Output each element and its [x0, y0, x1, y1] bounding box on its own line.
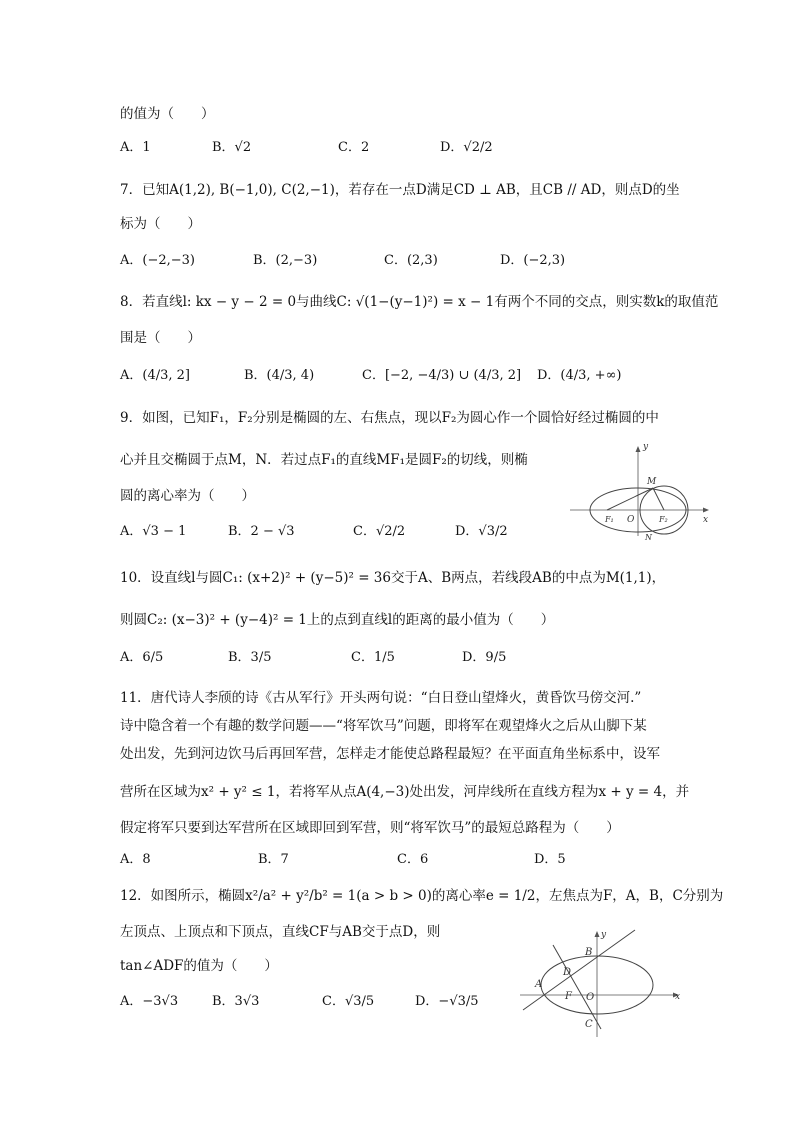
q11-line-5: 假定将军只要到达军营所在区域即回到军营，则“将军饮马”的最短总路程为（ ） — [120, 820, 620, 836]
q12-option-a: A．−3√3 — [120, 994, 179, 1009]
q10-option-d: D．9/5 — [462, 650, 507, 665]
q11-line-2: 诗中隐含着一个有趣的数学问题——“将军饮马”问题，即将军在观望烽火之后从山脚下某 — [120, 718, 647, 734]
q12-label-y: y — [601, 930, 607, 940]
q9-label-o: O — [627, 515, 635, 525]
q6-option-d: D．√2/2 — [440, 140, 493, 155]
q7-option-c: C．(2,3) — [384, 253, 438, 268]
q8-option-a: A．(4/3, 2] — [120, 368, 190, 383]
q12-line-2: 左顶点、上顶点和下顶点，直线CF与AB交于点D，则 — [120, 924, 441, 940]
q9-y-arrow — [636, 446, 641, 452]
q11-line-1: 11．唐代诗人李颀的诗《古从军行》开头两句说：“白日登山望烽火，黄昏饮马傍交河.” — [120, 690, 642, 706]
q9-label-n: N — [645, 533, 652, 540]
q9-label-f1: F₁ — [605, 515, 614, 524]
q12-label-o: O — [586, 992, 595, 1003]
q12-label-x: x — [675, 992, 681, 1002]
q9-ellipse-figure — [565, 440, 715, 540]
q6-option-b: B．√2 — [212, 140, 252, 155]
q12-label-d: D — [563, 967, 572, 978]
q8-line-2: 围是（ ） — [120, 330, 201, 346]
q10-option-a: A．6/5 — [120, 650, 164, 665]
q12-ellipse-figure — [515, 925, 685, 1040]
q9-label-y: y — [643, 442, 649, 452]
q11-line-3: 处出发，先到河边饮马后再回军营，怎样走才能使总路程最短？在平面直角坐标系中，设军 — [120, 746, 660, 762]
q8-option-b: B．(4/3, 4) — [244, 368, 315, 383]
q11-option-a: A．8 — [120, 852, 151, 867]
q10-line-1: 10．设直线l与圆C₁: (x+2)² + (y−5)² = 36交于A、B两点，若线段AB的中点为M(1,1)， — [120, 570, 666, 586]
q10-option-b: B．3/5 — [228, 650, 272, 665]
q9-label-x: x — [703, 515, 709, 525]
q7-line-1: 7．已知A(1,2), B(−1,0), C(2,−1)，若存在一点D满足CD ⊥ AB，且CB // AD，则点D的坐 — [120, 182, 680, 198]
q6-option-c: C．2 — [338, 140, 370, 155]
q12-line-ab — [523, 930, 635, 1010]
q9-option-a: A．√3 − 1 — [120, 524, 187, 539]
q9-option-c: C．√2/2 — [353, 524, 406, 539]
q12-label-f: F — [565, 991, 572, 1002]
q11-option-b: B．7 — [258, 852, 289, 867]
q7-option-d: D．(−2,3) — [500, 253, 566, 268]
q12-label-c: C — [585, 1019, 593, 1030]
q8-option-c: C．[−2, −4/3) ∪ (4/3, 2] — [362, 368, 522, 383]
q11-line-4: 营所在区域为x² + y² ≤ 1，若将军从点A(4,−3)处出发，河岸线所在直线方程为x + y = 4，并 — [120, 784, 690, 800]
q9-option-d: D．√3/2 — [455, 524, 508, 539]
q6-option-a: A．1 — [120, 140, 151, 155]
q7-option-a: A．(−2,−3) — [120, 253, 195, 268]
q7-option-b: B．(2,−3) — [253, 253, 318, 268]
q12-line-3: tan∠ADF的值为（ ） — [120, 958, 278, 974]
q12-line-1: 12．如图所示，椭圆x²/a² + y²/b² = 1(a > b > 0)的离心率e = 1/2，左焦点为F，A，B，C分别为 — [120, 888, 724, 904]
q12-option-b: B．3√3 — [212, 994, 260, 1009]
q9-label-m: M — [647, 477, 657, 487]
q7-line-2: 标为（ ） — [120, 216, 201, 232]
q8-option-d: D．(4/3, +∞) — [537, 368, 622, 383]
q9-line-1: 9．如图，已知F₁，F₂分别是椭圆的左、右焦点，现以F₂为圆心作一个圆恰好经过椭圆的中 — [120, 410, 659, 426]
q10-option-c: C．1/5 — [351, 650, 395, 665]
q9-x-arrow — [703, 508, 709, 513]
q11-option-c: C．6 — [397, 852, 429, 867]
q10-line-2: 则圆C₂: (x−3)² + (y−4)² = 1上的点到直线l的距离的最小值为（ ） — [120, 612, 555, 628]
q9-line-3: 圆的离心率为（ ） — [120, 488, 255, 504]
q9-option-b: B．2 − √3 — [228, 524, 295, 539]
q12-label-a: A — [535, 979, 543, 990]
q12-y-arrow — [595, 931, 600, 937]
q12-option-c: C．√3/5 — [322, 994, 375, 1009]
q8-line-1: 8．若直线l: kx − y − 2 = 0与曲线C: √(1−(y−1)²) = x − 1有两个不同的交点，则实数k的取值范 — [120, 294, 719, 310]
q9-label-f2: F₂ — [659, 515, 668, 524]
q12-option-d: D．−√3/5 — [415, 994, 479, 1009]
q11-option-d: D．5 — [534, 852, 566, 867]
q9-line-2: 心并且交椭圆于点M，N．若过点F₁的直线MF₁是圆F₂的切线，则椭 — [120, 452, 528, 468]
q12-label-b: B — [585, 947, 593, 958]
q6-tail: 的值为（ ） — [120, 106, 215, 122]
